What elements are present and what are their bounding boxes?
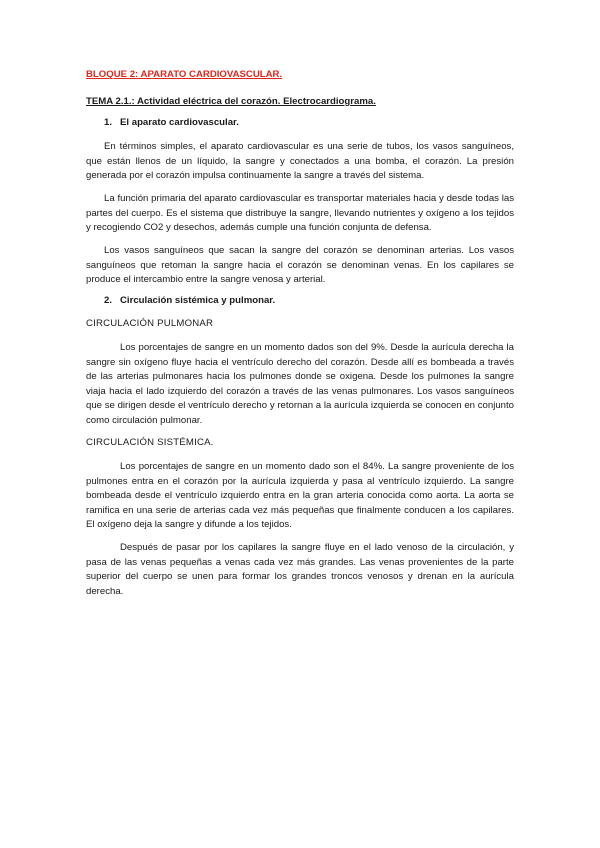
tema-subtitle: : Actividad eléctrica del corazón. Electrocardiograma.	[131, 96, 376, 107]
paragraph-4-text: Los porcentajes de sangre en un momento dados son del 9%. Desde la aurícula derecha la sangre sin oxígeno fluye hacia el ventrículo derecho del corazón. Desde allí es bombeada a través de las arterias pulmonares hacia los pulmones donde se oxigena. Desde los pulmones la sangre viaja hacia el lado izquierdo del corazón a través de las venas pulmonares. Los vasos sanguíneos que se dirigen desde el ventrículo derecho y retornan a la aurícula izquierda se conocen en conjunto como circulación pulmonar.	[86, 342, 514, 426]
pulmonar-heading: CIRCULACIÓN PULMONAR	[86, 318, 214, 329]
sistemica-heading: CIRCULACIÓN SISTÉMICA.	[86, 437, 214, 448]
section-1-title: El aparato cardiovascular.	[120, 117, 239, 128]
tema-label: TEMA 2.1.	[86, 96, 132, 107]
paragraph-2	[86, 192, 514, 236]
tema-title	[86, 95, 514, 110]
bloque-title: BLOQUE 2: APARATO CARDIOVASCULAR.	[86, 69, 283, 80]
paragraph-5-text: Los porcentajes de sangre en un momento dado son el 84%. La sangre proveniente de los pulmones entra en el corazón por la aurícula izquierda y pasa al ventrículo izquierdo. La sangre bombeada desde el ventrículo izquierdo entra en la gran arteria conocida como aorta. La aorta se ramifica en una serie de arterias cada vez más pequeñas que finalmente conducen a los capilares. El oxígeno deja la sangre y difunde a los tejidos.	[86, 461, 514, 531]
paragraph-1-text: En términos simples, el aparato cardiovascular es una serie de tubos, los vasos sanguíneos, que están llenos de un líquido, la sangre y conectados a una bomba, el corazón. La presión generada por el corazón impulsa continuamente la sangre a través del sistema.	[86, 141, 514, 182]
section-2-heading	[104, 295, 275, 306]
paragraph-6-text: Después de pasar por los capilares la sangre fluye en el lado venoso de la circulación, y pasa de las venas pequeñas a venas cada vez más grandes. Las venas provenientes de la parte superior del cuerpo se unen para formar los grandes troncos venosos y drenan en la aurícula derecha.	[86, 542, 514, 597]
paragraph-3-text: Los vasos sanguíneos que sacan la sangre del corazón se denominan arterias. Los vasos sanguíneos que retoman la sangre hacia el corazón se denominan venas. En los capilares se produce el intercambio entre la sangre venosa y arterial.	[86, 245, 514, 286]
paragraph-4	[86, 341, 514, 429]
paragraph-5	[86, 460, 514, 533]
paragraph-3	[86, 244, 514, 288]
section-1-number: 1.	[104, 117, 113, 128]
paragraph-2-text: La función primaria del aparato cardiovascular es transportar materiales hacia y desde todas las partes del cuerpo. Es el sistema que distribuye la sangre, llevando nutrientes y oxígeno a los tejidos y recogiendo CO2 y desechos, además cumple una función conjunta de defensa.	[86, 193, 514, 234]
section-2-title: Circulación sistémica y pulmonar.	[120, 295, 276, 306]
paragraph-6	[86, 541, 514, 599]
section-1-heading	[104, 117, 239, 128]
section-2-number: 2.	[104, 295, 113, 306]
paragraph-1	[86, 140, 514, 184]
